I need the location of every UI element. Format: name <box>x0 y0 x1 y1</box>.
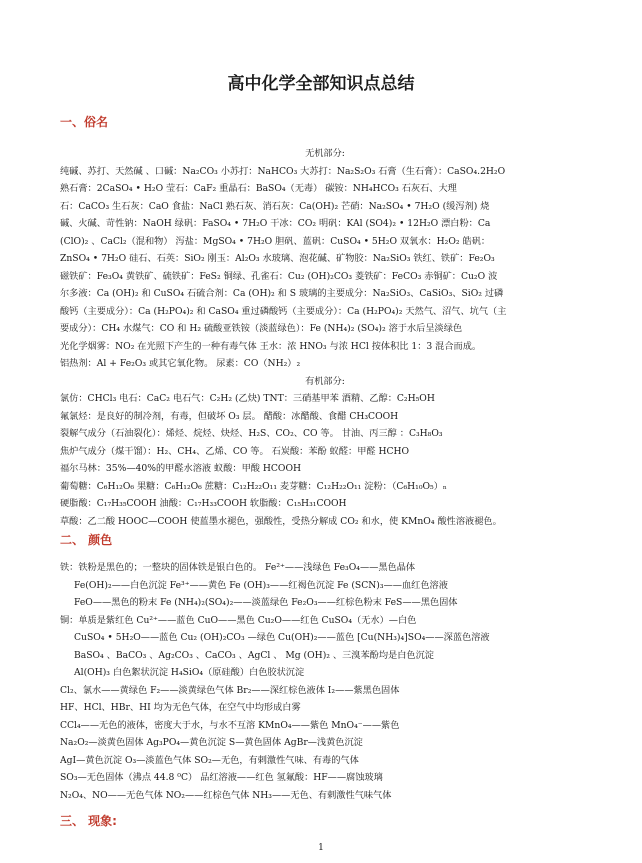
text-line: 酸钙（主要成分）：Ca (H₂PO₄)₂ 和 CaSO₄ 重过磷酸钙（主要成分）：Ca (H₂PO₄)₂ 天然气、沼气、坑气（主 <box>60 305 507 317</box>
text-line: 草酸：乙二酸 HOOC—COOH 使蓝墨水褪色，强酸性，受热分解成 CO₂ 和水，使 KMnO₄ 酸性溶液褪色。 <box>60 515 502 527</box>
text-line: 石：CaCO₃ 生石灰：CaO 食盐：NaCl 熟石灰、消石灰：Ca(OH)₂ 芒硝：Na₂SO₄ • 7H₂O (缓泻剂) 烧 <box>60 200 490 212</box>
page-title: 高中化学全部知识点总结 <box>227 74 415 94</box>
text-line: 要成分）：CH₄ 水煤气：CO 和 H₂ 硫酸亚铁铵（淡蓝绿色）：Fe (NH₄)₂ (SO₄)₂ 溶于水后呈淡绿色 <box>60 323 463 334</box>
text-line: 葡萄糖：C₆H₁₂O₆ 果糖：C₆H₁₂O₆ 蔗糖：C₁₂H₂₂O₁₁ 麦芽糖：C₁₂H₂₂O₁₁ 淀粉：（C₆H₁₀O₅）ₙ <box>60 480 447 492</box>
text-line: Al(OH)₃ 白色絮状沉淀 H₄SiO₄（原硅酸）白色胶状沉淀 <box>74 667 305 678</box>
text-line: HF、HCl、HBr、HI 均为无色气体，在空气中均形成白雾 <box>60 702 301 713</box>
text-line: 裂解气成分（石油裂化）：烯烃、烷烃、炔烃、H₂S、CO₂、CO 等。 甘油、丙三醇 ：C₃H₈O₃ <box>60 428 443 439</box>
text-line: 铜：单质是紫红色 Cu²⁺——蓝色 CuO——黑色 Cu₂O——红色 CuSO₄（无水）—白色 <box>60 614 417 626</box>
common-names-block <box>60 145 590 530</box>
text-line: FeO——黑色的粉末 Fe (NH₄)₂(SO₄)₂——淡蓝绿色 Fe₂O₃——红棕色粉末 FeS——黑色固体 <box>74 597 458 608</box>
text-line: Fe(OH)₂——白色沉淀 Fe³⁺——黄色 Fe (OH)₃——红褐色沉淀 Fe (SCN)₃——血红色溶液 <box>74 579 448 591</box>
text-line: N₂O₄、NO——无色气体 NO₂——红棕色气体 NH₃——无色、有剌激性气味气体 <box>60 789 392 801</box>
text-line: Na₂O₂—淡黄色固体 Ag₃PO₄—黄色沉淀 S—黄色固体 AgBr—浅黄色沉淀 <box>60 737 363 748</box>
text-line: 尔多液：Ca (OH)₂ 和 CuSO₄ 石硫合剂：Ca (OH)₂ 和 S 玻璃的主要成分：Na₂SiO₃、CaSiO₃、SiO₂ 过磷 <box>60 288 504 299</box>
text-line: BaSO₄ 、BaCO₃ 、Ag₂CO₃ 、CaCO₃ 、AgCl 、 Mg (OH)₂ 、三溴苯酚均是白色沉淀 <box>74 649 434 661</box>
text-line: 碱、火碱、苛性钠：NaOH 绿矾：FaSO₄ • 7H₂O 干冰：CO₂ 明矾：KAl (SO4)₂ • 12H₂O 漂白粉：Ca <box>60 218 491 229</box>
text-line: Cl₂、氯水——黄绿色 F₂——淡黄绿色气体 Br₂——深红棕色液体 I₂——紫黑色固体 <box>60 684 400 696</box>
section-heading-phenomena: 三、 现象: <box>60 814 117 828</box>
text-line: CCl₄——无色的液体，密度大于水，与水不互溶 KMnO₄——紫色 MnO₄⁻——紫色 <box>60 719 400 731</box>
text-line: 福尔马林：35%—40%的甲醛水溶液 蚁酸：甲酸 HCOOH <box>60 463 301 474</box>
text-line: 磁铁矿：Fe₃O₄ 黄铁矿、硫铁矿：FeS₂ 铜绿、孔雀石：Cu₂ (OH)₂CO₃ 菱铁矿：FeCO₃ 赤铜矿：Cu₂O 波 <box>60 270 498 282</box>
text-line: SO₃—无色固体（沸点 44.8 ⁰C） 品红溶液——红色 氢氟酸：HF——腐蚀玻璃 <box>60 772 383 783</box>
text-line: 氟氯烃：是良好的制冷剂，有毒，但破坏 O₃ 层。 醋酸：冰醋酸、食醋 CH₃COOH <box>60 410 399 422</box>
text-line: 硬脂酸：C₁₇H₃₅COOH 油酸：C₁₇H₃₃COOH 软脂酸：C₁₅H₃₁COOH <box>60 498 347 509</box>
section-heading-names: 一、俗名 <box>60 115 109 129</box>
text-line: (ClO)₂ 、CaCl₂（混和物） 泻盐：MgSO₄ • 7H₂O 胆矾、蓝矾：CuSO₄ • 5H₂O 双氧水：H₂O₂ 皓矾： <box>60 235 491 247</box>
text-line: 焦炉气成分（煤干馏）：H₂、CH₄、乙烯、CO 等。 石炭酸：苯酚 蚁醛：甲醛 HCHO <box>60 445 410 457</box>
text-line: 有机部分: <box>305 375 345 387</box>
section-heading-colors: 二、 颜色 <box>60 533 113 547</box>
text-line: CuSO₄ • 5H₂O——蓝色 Cu₂ (OH)₂CO₃ —绿色 Cu(OH)₂——蓝色 [Cu(NH₃)₄]SO₄——深蓝色溶液 <box>74 632 490 643</box>
text-line: 熟石膏：2CaSO₄ • H₂O 莹石：CaF₂ 重晶石：BaSO₄（无毒） 碳铵：NH₄HCO₃ 石灰石、大理 <box>60 183 457 194</box>
colors-block <box>60 559 590 804</box>
text-line: 纯碱、苏打、天然碱 、口碱：Na₂CO₃ 小苏打：NaHCO₃ 大苏打：Na₂S₂O₃ 石膏（生石膏）：CaSO₄.2H₂O <box>60 165 506 177</box>
text-line: ZnSO₄ • 7H₂O 硅石、石英：SiO₂ 刚玉：Al₂O₃ 水玻璃、泡花碱、矿物胶：Na₂SiO₃ 铁红、铁矿：Fe₂O₃ <box>60 253 495 264</box>
text-line: 氯仿：CHCl₃ 电石：CaC₂ 电石气：C₂H₂ (乙炔) TNT：三硝基甲苯 酒精、乙醇：C₂H₅OH <box>60 393 435 404</box>
page-number: 1 <box>318 843 324 853</box>
text-line: 铝热剂：Al + Fe₂O₃ 或其它氧化物。 尿素：CO（NH₂）₂ <box>60 358 301 369</box>
text-line: 铁：铁粉是黑色的；一整块的固体铁是银白色的。 Fe²⁺——浅绿色 Fe₃O₄——黑色晶体 <box>60 562 416 573</box>
text-line: 无机部分: <box>305 148 345 159</box>
text-line: AgI—黄色沉淀 O₃—淡蓝色气体 SO₂—无色，有剌激性气味、有毒的气体 <box>60 754 359 766</box>
text-line: 光化学烟雾：NO₂ 在光照下产生的一种有毒气体 王水：浓 HNO₃ 与浓 HCl 按体积比 1：3 混合而成。 <box>60 340 482 352</box>
